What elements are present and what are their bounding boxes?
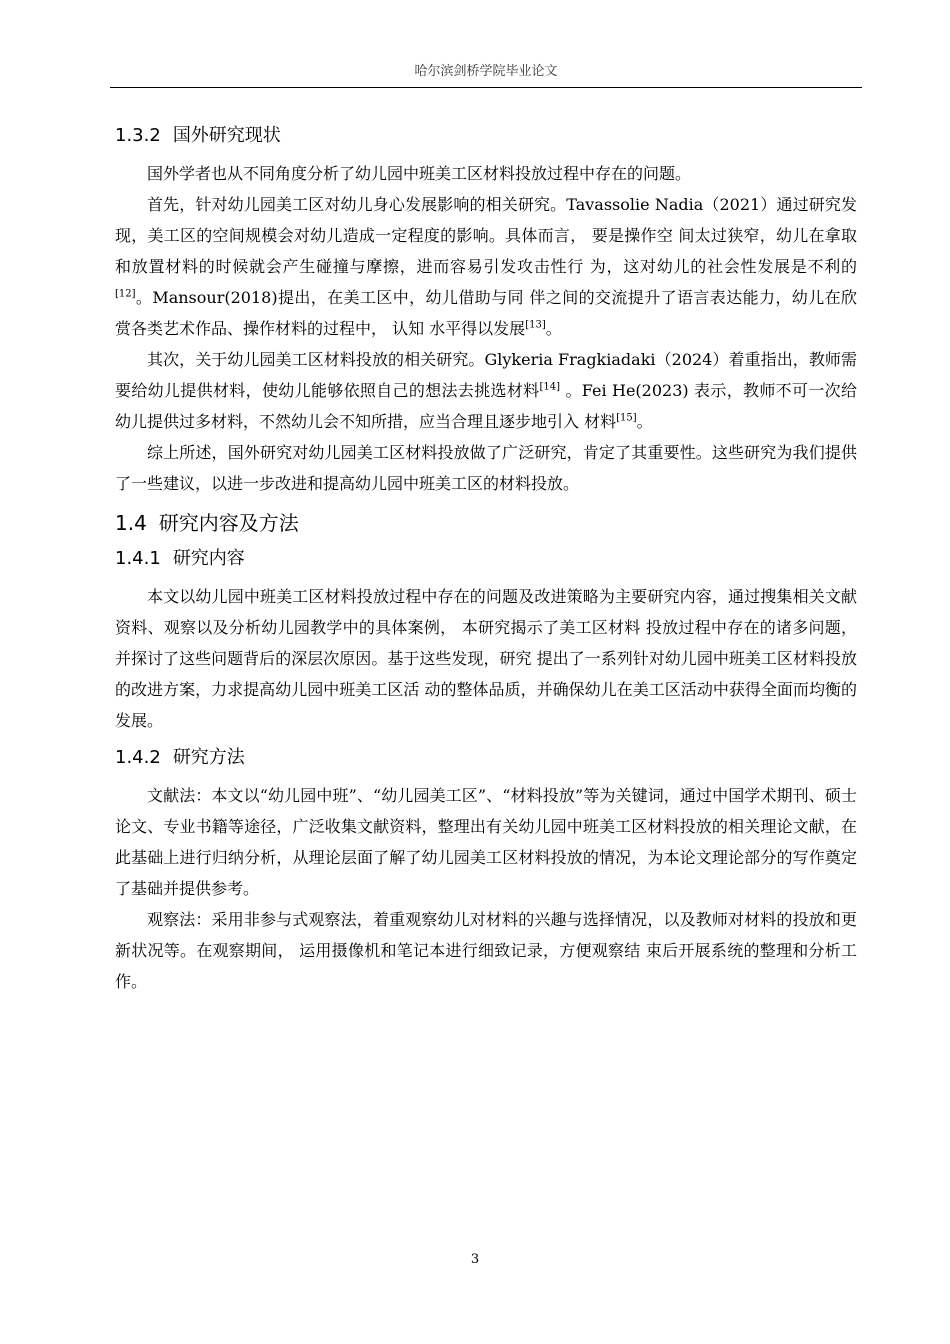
paragraph-text: 首先，针对幼儿园美工区对幼儿身心发展影响的相关研究。Tavassolie Nadia（2021）通过研究发现，美工区的空间规模会对幼儿造成一定程度的影响。具体而言， 要是操作空 间太过狭窄，幼儿在拿取和放置材料的时候就会产生碰撞与摩擦，进而容易引发攻击性行 为，这对幼儿的社会性发展是不利的 [115,195,857,276]
paragraph: 综上所述，国外研究对幼儿园美工区材料投放做了广泛研究，肯定了其重要性。这些研究为我们提供了一些建议，以进一步改进和提高幼儿园中班美工区的材料投放。 [115,443,857,493]
page-number: 3 [470,1252,480,1267]
page-body [115,124,857,997]
paragraph-text: 。Fei He(2023) 表示，教师不可一次给幼儿提供过多材料，不然幼儿会不知所措，应当合理且逐步地引入 材料 [115,381,857,431]
paragraph [115,344,857,437]
paragraph-text: 。 [636,412,653,431]
citation-13: [13] [525,319,546,331]
section-number: 1.4.1 [115,548,161,569]
section-number: 1.3.2 [115,125,161,146]
section-heading-1-4-2 [115,746,857,770]
paragraph: 观察法：采用非参与式观察法，着重观察幼儿对材料的兴趣与选择情况，以及教师对材料的投放和更新状况等。在观察期间， 运用摄像机和笔记本进行细致记录，方便观察结 束后开展系统的整理和分析工作。 [115,910,857,991]
paragraph-text: 。 [545,319,562,338]
section-heading-1-4 [115,509,857,537]
section-title: 研究方法 [172,747,245,768]
paragraph: 本文以幼儿园中班美工区材料投放过程中存在的问题及改进策略为主要研究内容，通过搜集相关文献资料、观察以及分析幼儿园教学中的具体案例， 本研究揭示了美工区材料 投放过程中存在的诸多问题，并探讨了这些问题背后的深层次原因。基于这些发现，研究 提出了一系列针对幼儿园中班美工区材料投放的改进方案，力求提高幼儿园中班美工区活 动的整体品质，并确保幼儿在美工区活动中获得全面而均衡的发展。 [115,587,857,730]
section-heading-1-4-1 [115,547,857,571]
citation-12: [12] [115,288,136,300]
paragraph [115,189,857,344]
citation-15: [15] [616,412,637,424]
section-heading-1-3-2 [115,124,857,148]
section-title: 国外研究现状 [172,125,281,146]
header-divider [110,87,862,88]
citation-14: [14] [539,381,561,393]
paragraph: 国外学者也从不同角度分析了幼儿园中班美工区材料投放过程中存在的问题。 [147,164,692,183]
paragraph: 文献法：本文以“幼儿园中班”、“幼儿园美工区”、“材料投放”等为关键词，通过中国学术期刊、硕士论文、专业书籍等途径，广泛收集文献资料，整理出有关幼儿园中班美工区材料投放的相关理论文献，在此基础上进行归纳分析，从理论层面了解了幼儿园美工区材料投放的情况，为本论文理论部分的写作奠定了基础并提供参考。 [115,786,857,898]
section-title: 研究内容及方法 [158,511,299,535]
section-title: 研究内容 [172,548,245,569]
running-header: 哈尔滨剑桥学院毕业论文 [414,64,558,79]
paragraph-text: 其次，关于幼儿园美工区材料投放的相关研究。Glykeria Fragkiadaki（2024）着重指出，教师需要给幼儿提供材料，使幼儿能够依照自己的想法去挑选材料 [115,350,857,400]
section-number: 1.4.2 [115,747,161,768]
paragraph-text: 。Mansour(2018)提出，在美工区中，幼儿借助与同 伴之间的交流提升了语言表达能力，幼儿在欣赏各类艺术作品、操作材料的过程中， 认知 水平得以发展 [115,288,857,338]
section-number: 1.4 [115,511,147,535]
